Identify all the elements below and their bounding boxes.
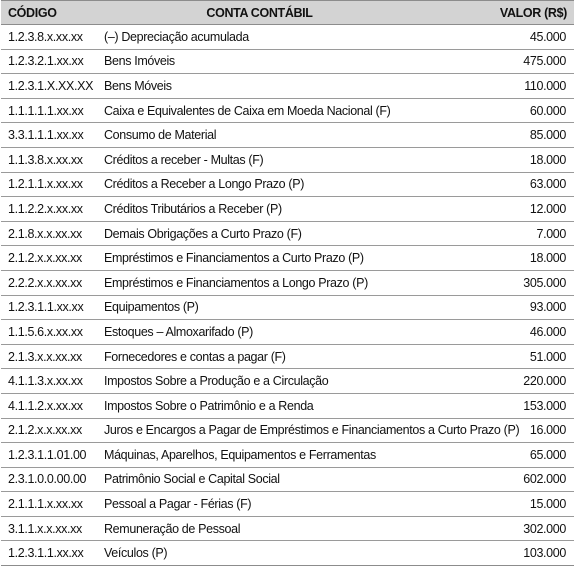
table-row: [1, 492, 574, 517]
accounts-table: [1, 0, 574, 566]
cell-value: 475.000: [428, 49, 574, 74]
cell-code: 4.1.1.3.x.xx.xx: [1, 369, 98, 394]
cell-account: Créditos a receber - Multas (F): [98, 147, 428, 172]
cell-value: 602.000: [428, 467, 574, 492]
cell-code: 1.2.3.1.1.01.00: [1, 443, 98, 468]
table-row: [1, 467, 574, 492]
cell-value: 93.000: [428, 295, 574, 320]
cell-account: Juros e Encargos a Pagar de Empréstimos e Financiamentos a Curto Prazo (P): [98, 418, 428, 443]
cell-code: 1.1.1.1.1.xx.xx: [1, 98, 98, 123]
table-row: [1, 344, 574, 369]
cell-account: Caixa e Equivalentes de Caixa em Moeda Nacional (F): [98, 98, 428, 123]
cell-account: Bens Móveis: [98, 74, 428, 99]
cell-code: 2.2.2.x.x.xx.xx: [1, 270, 98, 295]
cell-value: 153.000: [428, 393, 574, 418]
table-row: [1, 541, 574, 566]
table-row: [1, 172, 574, 197]
cell-code: 2.1.8.x.x.xx.xx: [1, 221, 98, 246]
cell-code: 2.1.2.x.x.xx.xx: [1, 418, 98, 443]
cell-account: Patrimônio Social e Capital Social: [98, 467, 428, 492]
cell-value: 16.000: [428, 418, 574, 443]
cell-account: Impostos Sobre o Patrimônio e a Renda: [98, 393, 428, 418]
table-row: [1, 393, 574, 418]
cell-account: Créditos Tributários a Receber (P): [98, 197, 428, 222]
table-header: [1, 1, 574, 25]
table-row: [1, 369, 574, 394]
cell-value: 302.000: [428, 516, 574, 541]
table-row: [1, 25, 574, 50]
table-row: [1, 123, 574, 148]
cell-value: 85.000: [428, 123, 574, 148]
cell-code: 1.1.5.6.x.xx.xx: [1, 320, 98, 345]
cell-code: 1.2.3.2.1.xx.xx: [1, 49, 98, 74]
cell-account: Créditos a Receber a Longo Prazo (P): [98, 172, 428, 197]
cell-value: 305.000: [428, 270, 574, 295]
cell-account: Veículos (P): [98, 541, 428, 566]
table-row: [1, 147, 574, 172]
cell-value: 12.000: [428, 197, 574, 222]
cell-value: 220.000: [428, 369, 574, 394]
cell-account: Empréstimos e Financiamentos a Longo Prazo (P): [98, 270, 428, 295]
table-row: [1, 516, 574, 541]
table-row: [1, 221, 574, 246]
cell-code: 1.2.3.1.X.XX.XX: [1, 74, 98, 99]
cell-code: 1.1.2.2.x.xx.xx: [1, 197, 98, 222]
cell-value: 15.000: [428, 492, 574, 517]
cell-code: 2.1.1.1.x.xx.xx: [1, 492, 98, 517]
cell-account: Fornecedores e contas a pagar (F): [98, 344, 428, 369]
cell-value: 45.000: [428, 25, 574, 50]
cell-code: 3.3.1.1.1.xx.xx: [1, 123, 98, 148]
cell-code: 1.2.3.1.1.xx.xx: [1, 295, 98, 320]
cell-code: 2.1.3.x.x.xx.xx: [1, 344, 98, 369]
table-row: [1, 320, 574, 345]
cell-code: 1.1.3.8.x.xx.xx: [1, 147, 98, 172]
table-row: [1, 295, 574, 320]
cell-account: (–) Depreciação acumulada: [98, 25, 428, 50]
cell-value: 103.000: [428, 541, 574, 566]
table-row: [1, 246, 574, 271]
cell-code: 1.2.3.1.1.xx.xx: [1, 541, 98, 566]
cell-account: Consumo de Material: [98, 123, 428, 148]
cell-account: Máquinas, Aparelhos, Equipamentos e Ferramentas: [98, 443, 428, 468]
cell-code: 4.1.1.2.x.xx.xx: [1, 393, 98, 418]
cell-account: Equipamentos (P): [98, 295, 428, 320]
table-row: [1, 98, 574, 123]
cell-code: 3.1.1.x.x.xx.xx: [1, 516, 98, 541]
cell-account: Bens Imóveis: [98, 49, 428, 74]
cell-code: 1.2.1.1.x.xx.xx: [1, 172, 98, 197]
table-row: [1, 49, 574, 74]
cell-value: 63.000: [428, 172, 574, 197]
cell-value: 110.000: [428, 74, 574, 99]
cell-account: Empréstimos e Financiamentos a Curto Prazo (P): [98, 246, 428, 271]
header-value: VALOR (R$): [428, 1, 574, 25]
cell-value: 60.000: [428, 98, 574, 123]
table-body: [1, 25, 574, 566]
cell-code: 2.3.1.0.0.00.00: [1, 467, 98, 492]
cell-account: Estoques – Almoxarifado (P): [98, 320, 428, 345]
cell-value: 46.000: [428, 320, 574, 345]
header-code: CÓDIGO: [1, 1, 98, 25]
cell-code: 1.2.3.8.x.xx.xx: [1, 25, 98, 50]
header-account: CONTA CONTÁBIL: [98, 1, 428, 25]
cell-account: Remuneração de Pessoal: [98, 516, 428, 541]
table-row: [1, 270, 574, 295]
cell-account: Pessoal a Pagar - Férias (F): [98, 492, 428, 517]
table-row: [1, 197, 574, 222]
table-row: [1, 418, 574, 443]
cell-value: 7.000: [428, 221, 574, 246]
cell-value: 18.000: [428, 246, 574, 271]
header-row: [1, 1, 574, 25]
table-row: [1, 74, 574, 99]
cell-value: 18.000: [428, 147, 574, 172]
cell-value: 51.000: [428, 344, 574, 369]
table-row: [1, 443, 574, 468]
cell-value: 65.000: [428, 443, 574, 468]
cell-account: Demais Obrigações a Curto Prazo (F): [98, 221, 428, 246]
cell-code: 2.1.2.x.x.xx.xx: [1, 246, 98, 271]
cell-account: Impostos Sobre a Produção e a Circulação: [98, 369, 428, 394]
